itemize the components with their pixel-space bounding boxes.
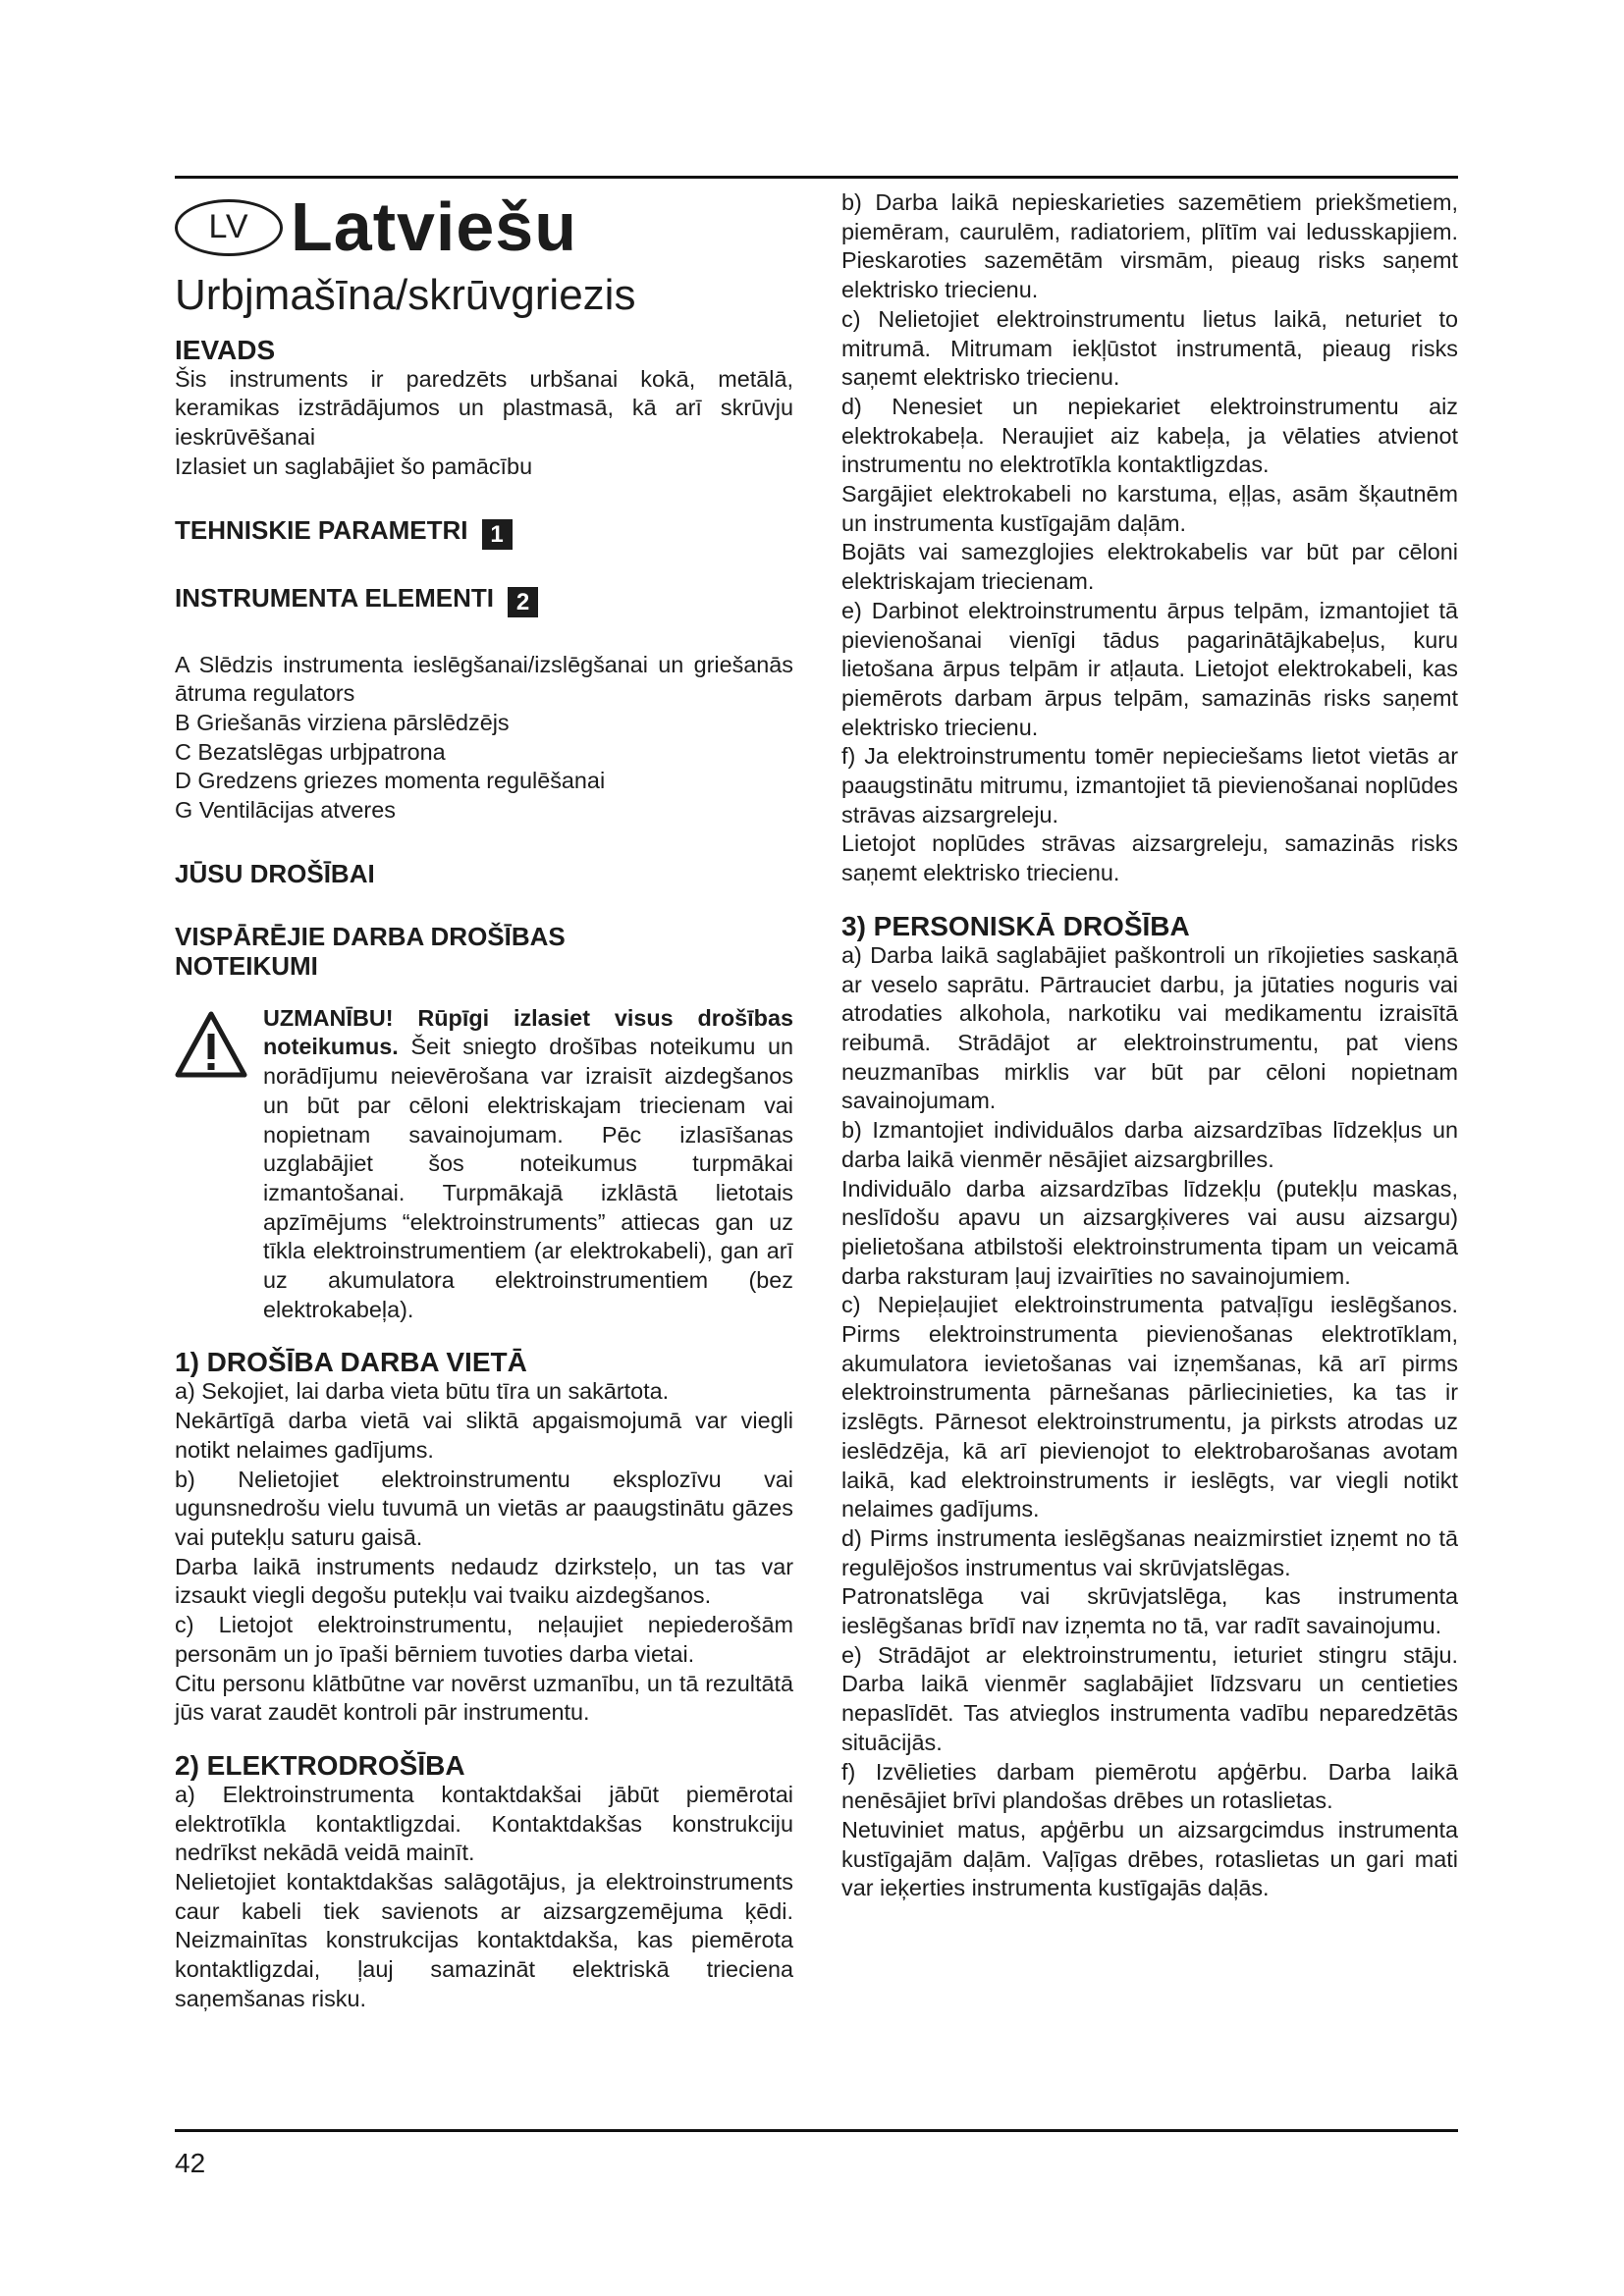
language-name: Latviešu <box>291 188 577 266</box>
warning-block <box>175 1004 793 1325</box>
language-header <box>175 188 793 267</box>
paragraph: a) Elektroinstrumenta kontaktdakšai jābūt piemērotai elektrotīkla kontaktligzdai. Kontaktdakšas konstrukciju nedrīkst nekādā veidā mainīt. <box>175 1781 793 1866</box>
paragraph: b) Izmantojiet individuālos darba aizsardzības līdzekļus un darba laikā vienmēr nēsājiet aizsargbrilles. <box>841 1117 1458 1172</box>
warning-bold: UZMANĪBU! Rūpīgi izlasiet visus drošības noteikumus. <box>263 1004 793 1060</box>
paragraph: a) Darba laikā saglabājiet paškontroli un rīkojieties saskaņā ar veselo saprātu. Pārtrauciet darbu, ja jūtaties noguris vai atrodaties alkohola, narkotiku vai medikamentu izraisītā reibumā. Strādājot ar elektroinstrumentu, pat viens neuzmanības mirklis var būt par cēloni nopietnam savainojumam. <box>841 941 1458 1114</box>
paragraph: Sargājiet elektrokabeli no karstuma, eļļas, asām šķautnēm un instrumenta kustīgajām daļām. <box>841 481 1458 536</box>
paragraph: d) Nenesiet un nepiekariet elektroinstrumentu aiz elektrokabeļa. Neraujiet aiz kabeļa, ja vēlaties atvienot instrumentu no elektrotīkla kontaktligzdas. <box>841 393 1458 478</box>
paragraph: d) Pirms instrumenta ieslēgšanas neaizmirstiet izņemt no tā regulējošos instrumentus vai skrūvjatslēgas. <box>841 1524 1458 1580</box>
page-number: 42 <box>175 2148 206 2178</box>
paragraph: c) Nepieļaujiet elektroinstrumenta patvaļīgu ieslēgšanos. Pirms elektroinstrumenta pievienošanas elektrotīklam, akumulatora ievietošanas vai izņemšanas, kā arī pirms elektroinstrumenta pārnešanas pārliecinieties, ka tas ir izslēgts. Pārnesot elektroinstrumentu, ja pirksts atrodas uz ieslēdzēja, kā arī pievienojot to elektrobarošanas avotam laikā, kad elektroinstruments ir ieslēgts, var viegli notikt nelaimes gadījums. <box>841 1292 1458 1522</box>
figure-ref-badge: 2 <box>508 587 538 617</box>
paragraph: b) Nelietojiet elektroinstrumentu eksplozīvu vai ugunsnedrošu vielu tuvumā un vietās ar paaugstinātu gāzes vai putekļu saturu gaisā. <box>175 1466 793 1550</box>
element-item: G Ventilācijas atveres <box>175 797 396 824</box>
safety-heading: JŪSU DROŠĪBAI <box>175 858 375 888</box>
language-code-badge: LV <box>175 199 283 256</box>
paragraph: Netuviniet matus, apģērbu un aizsargcimdus instrumenta kustīgajām daļām. Vaļīgas drēbes, rotaslietas un gari mati var ieķerties instrumenta kustīgajās daļās. <box>841 1816 1458 1901</box>
element-item: C Bezatslēgas urbjpatrona <box>175 738 446 765</box>
paragraph: e) Strādājot ar elektroinstrumentu, ieturiet stingru stāju. Darba laikā vienmēr saglabājiet līdzsvaru un centieties nepaslīdēt. Tas atvieglos instrumenta vadību neparedzētās situācijās. <box>841 1641 1458 1755</box>
section2-heading: 2) ELEKTRODROŠĪBA <box>175 1749 465 1781</box>
paragraph: Nekārtīgā darba vietā vai sliktā apgaismojumā var viegli notikt nelaimes gadījums. <box>175 1408 793 1463</box>
intro-paragraph: Šis instruments ir paredzēts urbšanai kokā, metālā, keramikas izstrādājumos un plastmasā, kā arī skrūvju ieskrūvēšanai <box>175 365 793 451</box>
tech-params-heading <box>175 515 793 550</box>
paragraph: c) Nelietojiet elektroinstrumentu lietus laikā, neturiet to mitrumā. Mitrumam iekļūstot instrumentā, pieaug risks saņemt elektrisko triecienu. <box>841 305 1458 391</box>
tech-params-label: TEHNISKIE PARAMETRI <box>175 514 468 545</box>
element-item: A Slēdzis instrumenta ieslēgšanai/izslēgšanai un griešanās ātruma regulators <box>175 651 793 707</box>
paragraph: c) Lietojot elektroinstrumentu, neļaujiet nepiederošām personām un jo īpaši bērniem tuvoties darba vietai. <box>175 1612 793 1667</box>
paragraph: f) Izvēlieties darbam piemērotu apģērbu. Darba laikā nenēsājiet brīvi plandošas drēbes un rotaslietas. <box>841 1758 1458 1814</box>
paragraph: Bojāts vai samezglojies elektrokabelis var būt par cēloni elektriskajam triecienam. <box>841 539 1458 595</box>
element-item: B Griešanās virziena pārslēdzējs <box>175 709 510 735</box>
intro-heading: IEVADS <box>175 334 276 365</box>
paragraph: e) Darbinot elektroinstrumentu ārpus telpām, izmantojiet tā pievienošanai vienīgi tādus pagarinātājkabeļus, kuru lietošana ārpus telpām ir atļauta. Lietojot elektrokabeli, kas piemērots darbam ārpus telpām, samazinās risks saņemt elektrisko triecienu. <box>841 597 1458 740</box>
elements-label: INSTRUMENTA ELEMENTI <box>175 582 494 613</box>
left-column <box>175 188 793 2014</box>
general-rules-heading: VISPĀRĒJIE DARBA DROŠĪBAS NOTEIKUMI <box>175 921 566 981</box>
section1-heading: 1) DROŠĪBA DARBA VIETĀ <box>175 1347 527 1378</box>
right-column <box>841 188 1458 1903</box>
top-rule <box>175 176 1458 179</box>
element-item: D Gredzens griezes momenta regulēšanai <box>175 768 606 794</box>
bottom-rule <box>175 2129 1458 2132</box>
paragraph: Individuālo darba aizsardzības līdzekļu (putekļu maskas, neslīdošu apavu un aizsargķiveres vai ausu aizsargu) pielietošana atbilstoši elektroinstrumenta tipam un veicamā darba raksturam ļauj izvairīties no savainojumiem. <box>841 1175 1458 1289</box>
paragraph: a) Sekojiet, lai darba vieta būtu tīra un sakārtota. <box>175 1378 670 1405</box>
warning-triangle-icon <box>175 1010 247 1079</box>
paragraph: Patronatslēga vai skrūvjatslēga, kas instrumenta ieslēgšanas brīdī nav izņemta no tā, var radīt savainojumu. <box>841 1583 1458 1639</box>
figure-ref-badge: 1 <box>482 519 513 550</box>
document-title: Urbjmašīna/skrūvgriezis <box>175 271 636 319</box>
intro-paragraph-2: Izlasiet un saglabājiet šo pamācību <box>175 453 533 479</box>
paragraph: b) Darba laikā nepieskarieties sazemētiem priekšmetiem, piemēram, caurulēm, radiatoriem, plītīm vai ledusskapjiem. Pieskaroties sazemētām virsmām, pieaug risks saņemt elektrisko triecienu. <box>841 189 1458 303</box>
paragraph: Nelietojiet kontaktdakšas salāgotājus, ja elektroinstruments caur kabeli tiek savienots ar aizsargzemējuma ķēdi. Neizmainītas konstrukcijas kontaktdakša, kas piemērota kontaktligzdai, ļauj samazināt elektriskā trieciena saņemšanas risku. <box>175 1869 793 2011</box>
warning-text: Šeit sniegto drošības noteikumu un norādījumu neievērošana var izraisīt aizdegšanos un būt par cēloni elektriskajam triecienam vai nopietnam savainojumam. Pēc izlasīšanas uzglabājiet šos noteikumus turpmākai izmantošanai. Turpmākajā izklāstā lietotais apzīmējums “elektroinstruments” attiecas gan uz tīkla elektroinstrumentiem (ar elektrokabeli), gan arī uz akumulatora elektroinstrumentiem (bez elektrokabeļa). <box>263 1034 793 1322</box>
elements-heading <box>175 583 793 617</box>
paragraph: Lietojot noplūdes strāvas aizsargreleju, samazinās risks saņemt elektrisko triecienu. <box>841 830 1458 886</box>
section3-heading: 3) PERSONISKĀ DROŠĪBA <box>841 910 1190 941</box>
paragraph: Darba laikā instruments nedaudz dzirksteļo, un tas var izsaukt viegli degošu putekļu vai tvaiku aizdegšanos. <box>175 1553 793 1609</box>
paragraph: f) Ja elektroinstrumentu tomēr nepieciešams lietot vietās ar paaugstinātu mitrumu, izmantojiet tā pievienošanai noplūdes strāvas aizsargreleju. <box>841 743 1458 828</box>
paragraph: Citu personu klātbūtne var novērst uzmanību, un tā rezultātā jūs varat zaudēt kontroli pār instrumentu. <box>175 1670 793 1726</box>
